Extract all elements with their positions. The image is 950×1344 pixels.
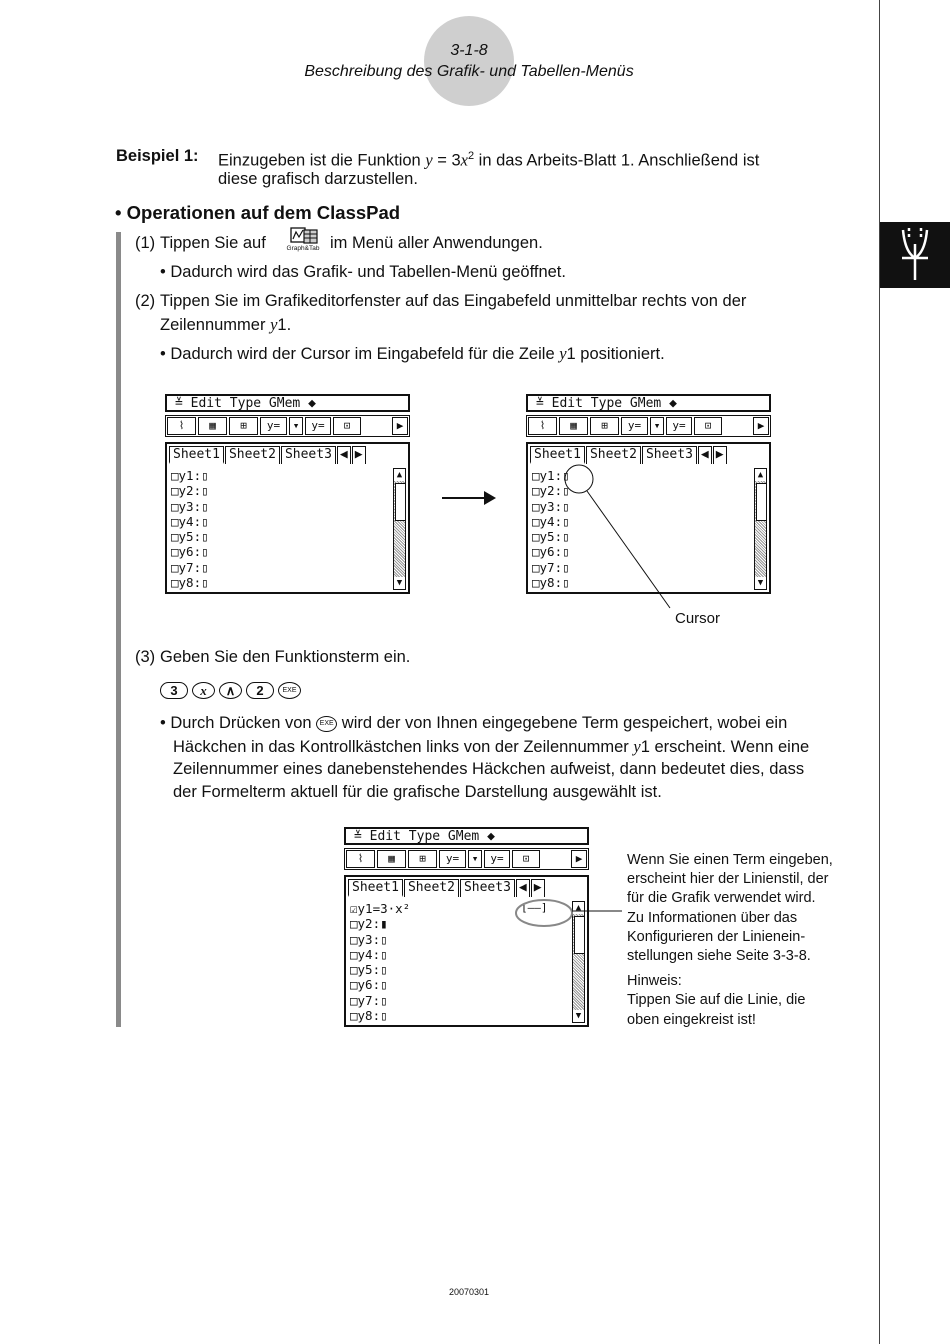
view-window-tool-icon[interactable]: ⊡ bbox=[694, 417, 722, 435]
screen-menu-bar[interactable]: ≚ Edit Type GMem ◆ bbox=[344, 827, 589, 845]
page-margin-rule bbox=[879, 0, 880, 1344]
tab-sheet2[interactable]: Sheet2 bbox=[225, 446, 280, 464]
app-icon-label: Graph&Tab bbox=[286, 245, 320, 252]
y-equals-tool[interactable]: y= bbox=[439, 850, 466, 868]
scroll-thumb[interactable] bbox=[395, 483, 406, 521]
key-x[interactable]: x bbox=[192, 682, 215, 699]
key-2[interactable]: 2 bbox=[246, 682, 274, 699]
function-row[interactable]: □y6:▯ bbox=[350, 977, 388, 993]
side-note: Wenn Sie einen Term eingeben, erscheint hier der Linienstil, der für die Grafik verwendet wird. Zu Informationen über das Konfigurieren der Linienein- stellungen siehe Seite 3-3-8. Hinweis: Tippen Sie auf die Linie, die oben eingekreist ist! bbox=[627, 852, 833, 1028]
toolbar-right-arrow-icon[interactable]: ▶ bbox=[753, 417, 769, 435]
function-row[interactable]: □y2:▯ bbox=[171, 483, 209, 499]
graph-window-tool-icon[interactable]: ⌇ bbox=[528, 417, 557, 435]
step-2-line-1: Tippen Sie im Grafikeditorfenster auf das Eingabefeld unmittelbar rechts von der bbox=[160, 292, 747, 310]
scroll-down-icon[interactable]: ▼ bbox=[755, 577, 766, 589]
toolbar-right-arrow-icon[interactable]: ▶ bbox=[392, 417, 408, 435]
screen-menu-bar[interactable]: ≚ Edit Type GMem ◆ bbox=[526, 394, 771, 412]
function-row[interactable]: □y7:▯ bbox=[350, 992, 388, 1008]
step-sidebar bbox=[116, 232, 121, 1027]
operations-heading: • Operationen auf dem ClassPad bbox=[115, 202, 401, 223]
chapter-tab bbox=[880, 222, 950, 288]
example-label: Beispiel 1: bbox=[116, 147, 199, 165]
classpad-screen-before bbox=[165, 394, 410, 594]
page-number: 3-1-8 bbox=[450, 42, 488, 59]
tab-scroll-right-icon[interactable]: ▶ bbox=[531, 879, 545, 897]
function-row[interactable]: □y2:▮ bbox=[350, 916, 388, 932]
function-row[interactable]: □y4:▯ bbox=[532, 513, 570, 529]
tab-sheet1[interactable]: Sheet1 bbox=[169, 446, 224, 464]
cursor-label: Cursor bbox=[675, 610, 721, 627]
function-row[interactable]: □y5:▯ bbox=[350, 962, 388, 978]
scroll-thumb[interactable] bbox=[756, 483, 767, 521]
tab-scroll-left-icon[interactable]: ◀ bbox=[698, 446, 712, 464]
function-row[interactable]: □y3:▯ bbox=[350, 931, 388, 947]
line-style-indicator[interactable]: [——] bbox=[521, 901, 548, 914]
tab-scroll-right-icon[interactable]: ▶ bbox=[352, 446, 366, 464]
step-2-line-2: Zeilennummer y1. bbox=[160, 315, 292, 334]
function-row[interactable]: □y4:▯ bbox=[350, 946, 388, 962]
tab-sheet2[interactable]: Sheet2 bbox=[586, 446, 641, 464]
function-row[interactable]: □y6:▯ bbox=[532, 544, 570, 560]
view-window-tool-icon[interactable]: ⊡ bbox=[512, 850, 540, 868]
function-row[interactable]: □y4:▯ bbox=[171, 513, 209, 529]
graph-table-app-icon bbox=[281, 226, 325, 254]
page-title: Beschreibung des Grafik- und Tabellen-Menüs bbox=[304, 63, 634, 80]
function-row[interactable]: □y3:▯ bbox=[171, 498, 209, 514]
table-setup-tool-icon[interactable]: ⊞ bbox=[408, 850, 437, 868]
tab-sheet2[interactable]: Sheet2 bbox=[404, 879, 459, 897]
function-type-tool-icon[interactable]: y= bbox=[484, 850, 510, 868]
dropdown-tool-icon[interactable]: ▾ bbox=[468, 850, 482, 868]
hint-title: Hinweis: bbox=[627, 973, 682, 990]
dropdown-tool-icon[interactable]: ▾ bbox=[650, 417, 664, 435]
screen-menu-bar[interactable]: ≚ Edit Type GMem ◆ bbox=[165, 394, 410, 412]
function-row[interactable]: ☑y1=3·x² bbox=[350, 901, 411, 916]
scroll-down-icon[interactable]: ▼ bbox=[573, 1010, 584, 1022]
dropdown-tool-icon[interactable]: ▾ bbox=[289, 417, 303, 435]
tab-sheet3[interactable]: Sheet3 bbox=[281, 446, 336, 464]
key-power[interactable]: ∧ bbox=[219, 682, 242, 699]
graph-menu-icon bbox=[880, 222, 950, 288]
screen-toolbar bbox=[165, 415, 410, 437]
function-row[interactable]: □y3:▯ bbox=[532, 498, 570, 514]
function-row[interactable]: □y8:▯ bbox=[171, 575, 209, 591]
tab-scroll-right-icon[interactable]: ▶ bbox=[713, 446, 727, 464]
view-window-tool-icon[interactable]: ⊡ bbox=[333, 417, 361, 435]
function-row[interactable]: □y7:▯ bbox=[532, 559, 570, 575]
step-1-text-b: im Menü aller Anwendungen. bbox=[330, 234, 543, 252]
function-type-tool-icon[interactable]: y= bbox=[305, 417, 331, 435]
scroll-up-icon[interactable]: ▲ bbox=[755, 469, 766, 481]
tab-scroll-left-icon[interactable]: ◀ bbox=[337, 446, 351, 464]
key-exe[interactable]: EXE bbox=[278, 682, 301, 699]
y-equals-tool[interactable]: y= bbox=[260, 417, 287, 435]
function-row[interactable]: □y6:▯ bbox=[171, 544, 209, 560]
table-tool-icon[interactable]: ▦ bbox=[198, 417, 227, 435]
function-row[interactable]: □y5:▯ bbox=[532, 529, 570, 545]
tab-sheet1[interactable]: Sheet1 bbox=[348, 879, 403, 897]
step-3-bullet-line-1: • Durch Drücken von EXE wird der von Ihnen eingegebene Term gespeichert, wobei ein bbox=[160, 714, 788, 732]
function-row[interactable]: □y5:▯ bbox=[171, 529, 209, 545]
key-sequence bbox=[160, 682, 301, 699]
graph-window-tool-icon[interactable]: ⌇ bbox=[167, 417, 196, 435]
cursor-callout bbox=[560, 460, 680, 620]
tab-sheet1[interactable]: Sheet1 bbox=[530, 446, 585, 464]
function-list bbox=[165, 442, 410, 594]
function-row[interactable]: □y1:▯ bbox=[171, 468, 209, 483]
y-equals-tool[interactable]: y= bbox=[621, 417, 648, 435]
scroll-up-icon[interactable]: ▲ bbox=[394, 469, 405, 481]
tab-sheet3[interactable]: Sheet3 bbox=[642, 446, 697, 464]
tab-sheet3[interactable]: Sheet3 bbox=[460, 879, 515, 897]
example-line-2: diese grafisch darzustellen. bbox=[218, 170, 418, 188]
step-3-bullet-line-2: Häckchen in das Kontrollkästchen links von der Zeilennummer y1 erscheint. Wenn eine bbox=[173, 737, 810, 756]
function-row[interactable]: □y2:▯ bbox=[532, 483, 570, 499]
screen-toolbar bbox=[344, 848, 589, 870]
line-style-callout bbox=[510, 896, 625, 930]
table-setup-tool-icon[interactable]: ⊞ bbox=[229, 417, 258, 435]
scroll-down-icon[interactable]: ▼ bbox=[394, 577, 405, 589]
footer-code: 20070301 bbox=[448, 1287, 490, 1297]
example-line-1: Einzugeben ist die Funktion $y = 3x^2$ in das Arbeits-Blatt 1. Anschließend ist bbox=[218, 150, 760, 170]
tab-scroll-left-icon[interactable]: ◀ bbox=[516, 879, 530, 897]
step-1-number: (1) bbox=[135, 234, 156, 252]
function-type-tool-icon[interactable]: y= bbox=[666, 417, 692, 435]
step-2-bullet: • Dadurch wird der Cursor im Eingabefeld für die Zeile y1 positioniert. bbox=[160, 344, 665, 363]
step-3-bullet-line-4: der Formelterm aktuell für die grafische Darstellung ausgewählt ist. bbox=[173, 783, 662, 801]
scrollbar[interactable] bbox=[754, 468, 767, 590]
header-decoration bbox=[424, 16, 514, 106]
function-row[interactable]: □y7:▯ bbox=[171, 559, 209, 575]
table-setup-tool-icon[interactable]: ⊞ bbox=[590, 417, 619, 435]
step-2-number: (2) bbox=[135, 292, 156, 310]
right-arrow-icon bbox=[440, 488, 500, 508]
step-1-text-a: Tippen Sie auf bbox=[160, 234, 266, 252]
key-3[interactable]: 3 bbox=[160, 682, 188, 699]
graph-window-tool-icon[interactable]: ⌇ bbox=[346, 850, 375, 868]
table-tool-icon[interactable]: ▦ bbox=[559, 417, 588, 435]
step-1-bullet: • Dadurch wird das Grafik- und Tabellen-Menü geöffnet. bbox=[160, 263, 566, 281]
scrollbar[interactable] bbox=[393, 468, 406, 590]
function-row[interactable]: □y8:▯ bbox=[350, 1008, 388, 1024]
toolbar-right-arrow-icon[interactable]: ▶ bbox=[571, 850, 587, 868]
screen-toolbar bbox=[526, 415, 771, 437]
exe-key-icon: EXE bbox=[316, 716, 337, 732]
step-3-text: Geben Sie den Funktionsterm ein. bbox=[160, 648, 411, 666]
function-row[interactable]: □y8:▯ bbox=[532, 575, 570, 591]
scroll-up-icon[interactable]: ▲ bbox=[573, 902, 584, 914]
step-3-number: (3) bbox=[135, 648, 156, 666]
step-3-bullet-line-3: Zeilennummer eines danebenstehendes Häckchen aufweist, dann bedeutet dies, dass bbox=[173, 760, 805, 778]
function-row[interactable]: □y1:▯ bbox=[532, 468, 570, 483]
table-tool-icon[interactable]: ▦ bbox=[377, 850, 406, 868]
